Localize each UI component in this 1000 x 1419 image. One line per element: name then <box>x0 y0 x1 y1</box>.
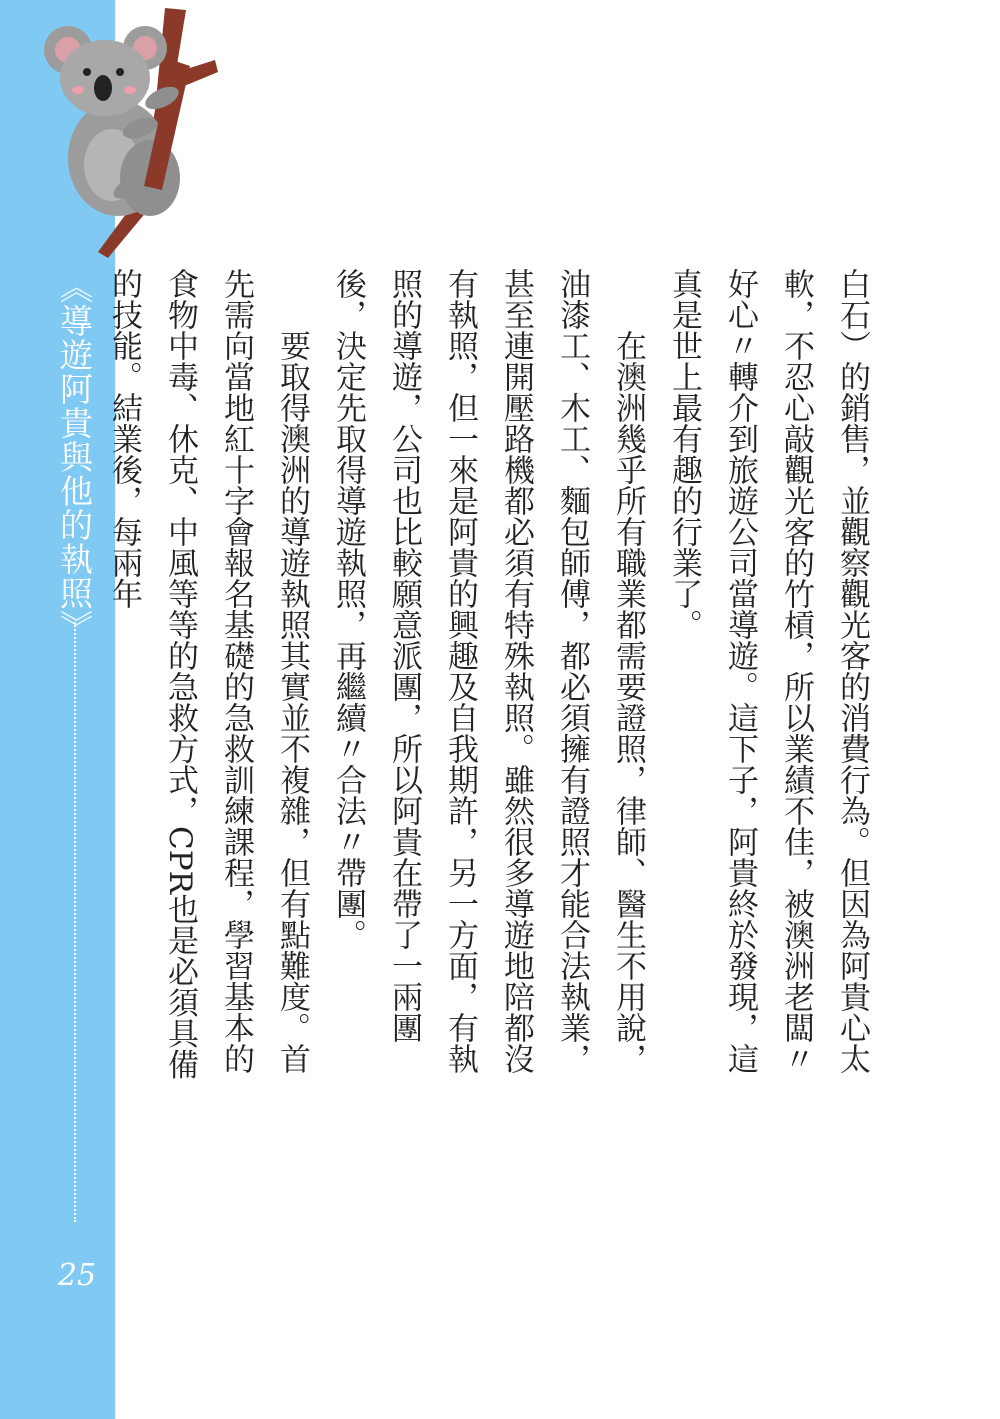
chapter-title: 《導遊阿貴與他的執照》 <box>55 270 94 644</box>
koala-on-branch-icon <box>40 0 230 270</box>
page-number: 25 <box>57 1258 97 1293</box>
paragraph: 要取得澳洲的導遊執照其實並不複雜，但有點難度。首先需向當地紅十字會報名基礎的急救訓練課程，學習基本的食物中毒、休克、中風等等的急救方式，CPR也是必須具備的技能。結業後，每兩年 <box>106 268 310 1080</box>
dotted-divider <box>74 622 76 1222</box>
paragraph: 白石）的銷售，並觀察觀光客的消費行為。但因為阿貴心太軟，不忍心敲觀光客的竹槓，所以業績不佳，被澳洲老闆〃好心〃轉介到旅遊公司當導遊。這下子，阿貴終於發現，這真是世上最有趣的行業了。 <box>666 268 870 1074</box>
paragraph: 在澳洲幾乎所有職業都需要證照，律師、醫生不用說，油漆工、木工、麵包師傅，都必須擁有證照才能合法執業，甚至連開壓路機都必須有特殊執照。雖然很多導遊地陪都沒有執照，但一來是阿貴的興趣及自我期許，另一方面，有執照的導遊，公司也比較願意派團，所以阿貴在帶了一兩團後，決定先取得導遊執照，再繼續〃合法〃帶團。 <box>330 268 646 1074</box>
body-text <box>106 268 880 1088</box>
